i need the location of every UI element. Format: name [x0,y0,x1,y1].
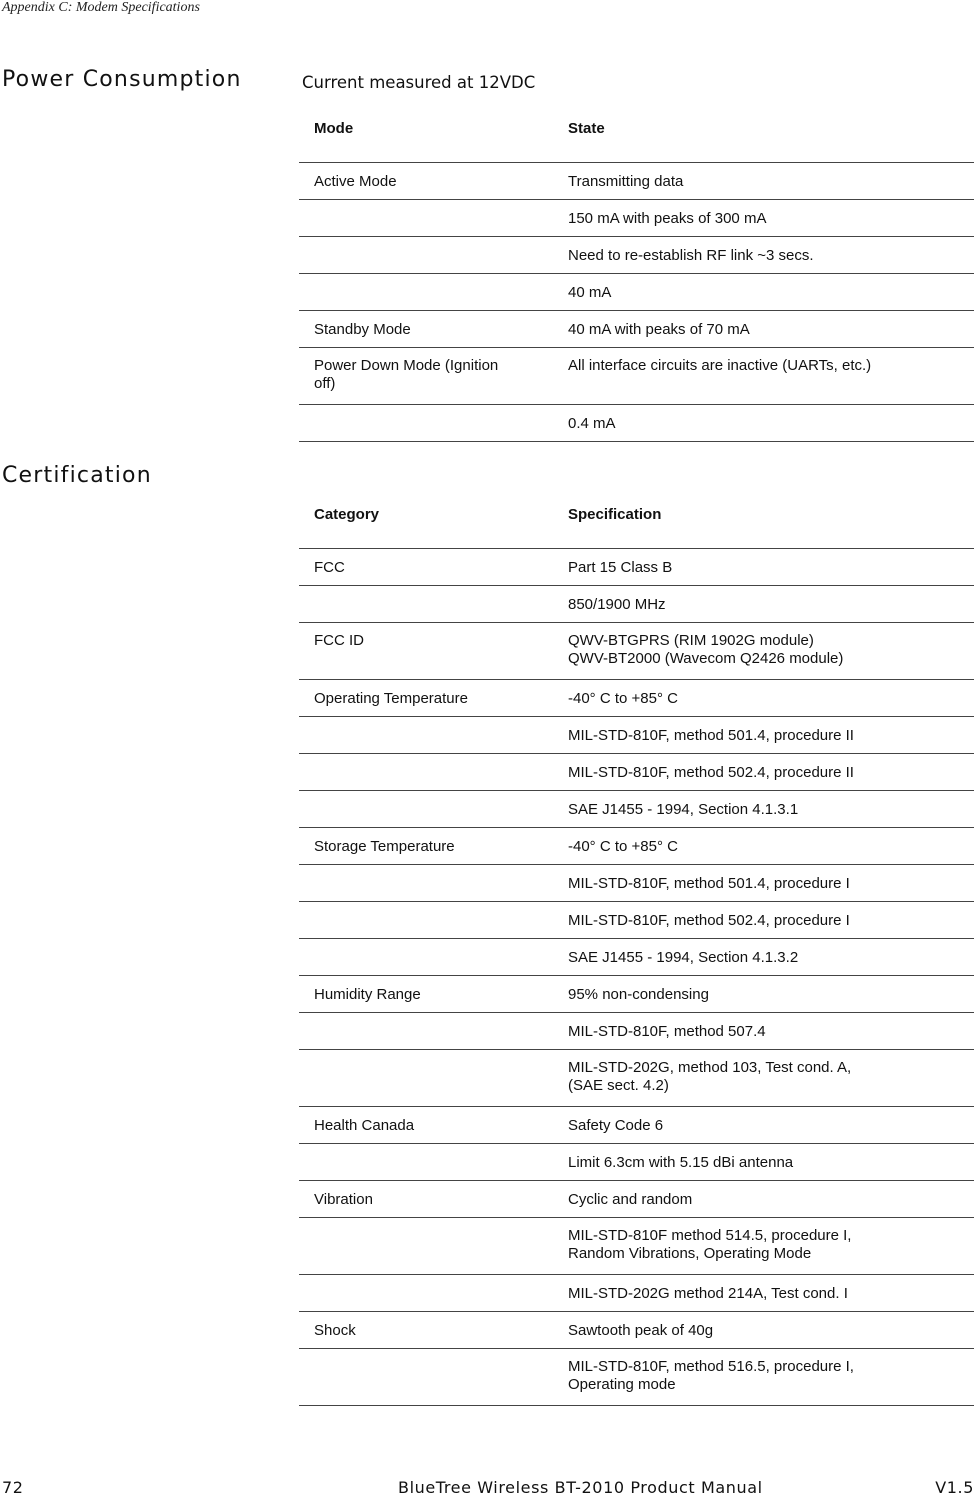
cell-text: 95% non-condensing [568,986,709,1003]
category-cell [299,828,553,865]
power-subtitle: Current measured at 12VDC [302,73,536,92]
table-row [299,1349,974,1406]
table-header-row [299,110,974,163]
value-cell [553,791,974,828]
table-row [299,680,974,717]
table-row [299,1013,974,1050]
value-cell [553,1144,974,1181]
cell-text: (SAE sect. 4.2) [568,1077,669,1094]
table-row [299,865,974,902]
cell-text: Power Down Mode (Ignition [314,357,499,374]
cell-text: FCC [314,559,345,576]
cell-text: Active Mode [314,173,397,190]
value-cell [553,1181,974,1218]
category-cell [299,680,553,717]
page-number: 72 [2,1478,24,1497]
table-row [299,623,974,680]
value-cell [553,311,974,348]
value-cell [553,549,974,586]
value-cell [553,1050,974,1107]
table-header-row [299,496,974,549]
certification-title: Certification [2,463,152,488]
cell-text: MIL-STD-810F, method 516.5, procedure I, [568,1358,854,1375]
cell-text: Operating mode [568,1376,676,1393]
power-table-body [299,163,974,442]
category-cell [299,274,553,311]
category-cell [299,549,553,586]
category-cell [299,1144,553,1181]
value-cell [553,1218,974,1275]
cell-text: Standby Mode [314,321,411,338]
cell-text: MIL-STD-810F, method 501.4, procedure I [568,875,850,892]
cell-text: MIL-STD-810F, method 507.4 [568,1023,766,1040]
cell-text: FCC ID [314,632,364,649]
value-cell [553,586,974,623]
category-cell [299,237,553,274]
category-cell [299,1013,553,1050]
table-row [299,549,974,586]
certification-table [299,496,974,1406]
cell-text: Cyclic and random [568,1191,693,1208]
category-cell [299,754,553,791]
value-cell [553,680,974,717]
cell-text: MIL-STD-202G method 214A, Test cond. I [568,1285,848,1302]
cell-text: SAE J1455 - 1994, Section 4.1.3.2 [568,949,799,966]
column-header-mode: Mode [299,110,553,163]
cell-text: MIL-STD-202G, method 103, Test cond. A, [568,1059,852,1076]
running-header: Appendix C: Modem Specifications [2,0,200,15]
category-cell [299,1107,553,1144]
category-cell [299,1181,553,1218]
cell-text: Operating Temperature [314,690,468,707]
cell-text: QWV-BTGPRS (RIM 1902G module) [568,632,814,649]
cell-text: SAE J1455 - 1994, Section 4.1.3.1 [568,801,799,818]
value-cell [553,405,974,442]
category-cell [299,163,553,200]
cell-text: off) [314,375,336,392]
cell-text: Random Vibrations, Operating Mode [568,1245,812,1262]
cell-text: -40° C to +85° C [568,690,678,707]
cell-text: Limit 6.3cm with 5.15 dBi antenna [568,1154,794,1171]
cell-text: Safety Code 6 [568,1117,664,1134]
cell-text: Part 15 Class B [568,559,673,576]
certification-table-body [299,549,974,1406]
table-row [299,791,974,828]
category-cell [299,1349,553,1406]
category-cell [299,200,553,237]
cell-text: 40 mA [568,284,612,301]
value-cell [553,754,974,791]
value-cell [553,274,974,311]
cell-text: 150 mA with peaks of 300 mA [568,210,767,227]
cell-text: Health Canada [314,1117,415,1134]
category-cell [299,623,553,680]
cell-text: Humidity Range [314,986,421,1003]
table-row [299,405,974,442]
cell-text: 850/1900 MHz [568,596,666,613]
table-row [299,200,974,237]
table-row [299,274,974,311]
value-cell [553,976,974,1013]
cell-text: -40° C to +85° C [568,838,678,855]
cell-text: MIL-STD-810F, method 502.4, procedure II [568,764,854,781]
table-row [299,1107,974,1144]
table-row [299,163,974,200]
table-row [299,237,974,274]
value-cell [553,1275,974,1312]
category-cell [299,311,553,348]
table-row [299,1181,974,1218]
table-row [299,1218,974,1275]
table-row [299,586,974,623]
cell-text: Transmitting data [568,173,684,190]
manual-title: BlueTree Wireless BT-2010 Product Manual [398,1478,763,1497]
column-header-specification: Specification [553,496,974,549]
column-header-state: State [553,110,974,163]
cell-text: 0.4 mA [568,415,616,432]
table-row [299,1050,974,1107]
table-row [299,902,974,939]
cell-text: MIL-STD-810F, method 502.4, procedure I [568,912,850,929]
category-cell [299,717,553,754]
column-header-category: Category [299,496,553,549]
cell-text: MIL-STD-810F method 514.5, procedure I, [568,1227,852,1244]
category-cell [299,586,553,623]
value-cell [553,865,974,902]
table-row [299,1144,974,1181]
power-consumption-title: Power Consumption [2,67,242,92]
table-row [299,717,974,754]
cell-text: Storage Temperature [314,838,455,855]
category-cell [299,1050,553,1107]
table-row [299,1312,974,1349]
value-cell [553,902,974,939]
category-cell [299,1312,553,1349]
category-cell [299,902,553,939]
power-consumption-table [299,110,974,442]
cell-text: MIL-STD-810F, method 501.4, procedure II [568,727,854,744]
cell-text: QWV-BT2000 (Wavecom Q2426 module) [568,650,844,667]
cell-text: 40 mA with peaks of 70 mA [568,321,750,338]
value-cell [553,828,974,865]
table-row [299,976,974,1013]
value-cell [553,939,974,976]
category-cell [299,865,553,902]
table-row [299,754,974,791]
cell-text: Shock [314,1322,356,1339]
value-cell [553,348,974,405]
cell-text: All interface circuits are inactive (UARTs, etc.) [568,357,872,374]
category-cell [299,348,553,405]
table-row [299,939,974,976]
value-cell [553,200,974,237]
value-cell [553,237,974,274]
category-cell [299,405,553,442]
table-row [299,311,974,348]
category-cell [299,976,553,1013]
cell-text: Vibration [314,1191,373,1208]
table-row [299,348,974,405]
value-cell [553,163,974,200]
value-cell [553,1013,974,1050]
cell-text: Need to re-establish RF link ~3 secs. [568,247,814,264]
category-cell [299,1218,553,1275]
category-cell [299,1275,553,1312]
table-row [299,1275,974,1312]
cell-text: Sawtooth peak of 40g [568,1322,714,1339]
value-cell [553,717,974,754]
category-cell [299,791,553,828]
table-row [299,828,974,865]
value-cell [553,623,974,680]
version-label: V1.5 [935,1478,974,1497]
value-cell [553,1349,974,1406]
category-cell [299,939,553,976]
value-cell [553,1107,974,1144]
value-cell [553,1312,974,1349]
